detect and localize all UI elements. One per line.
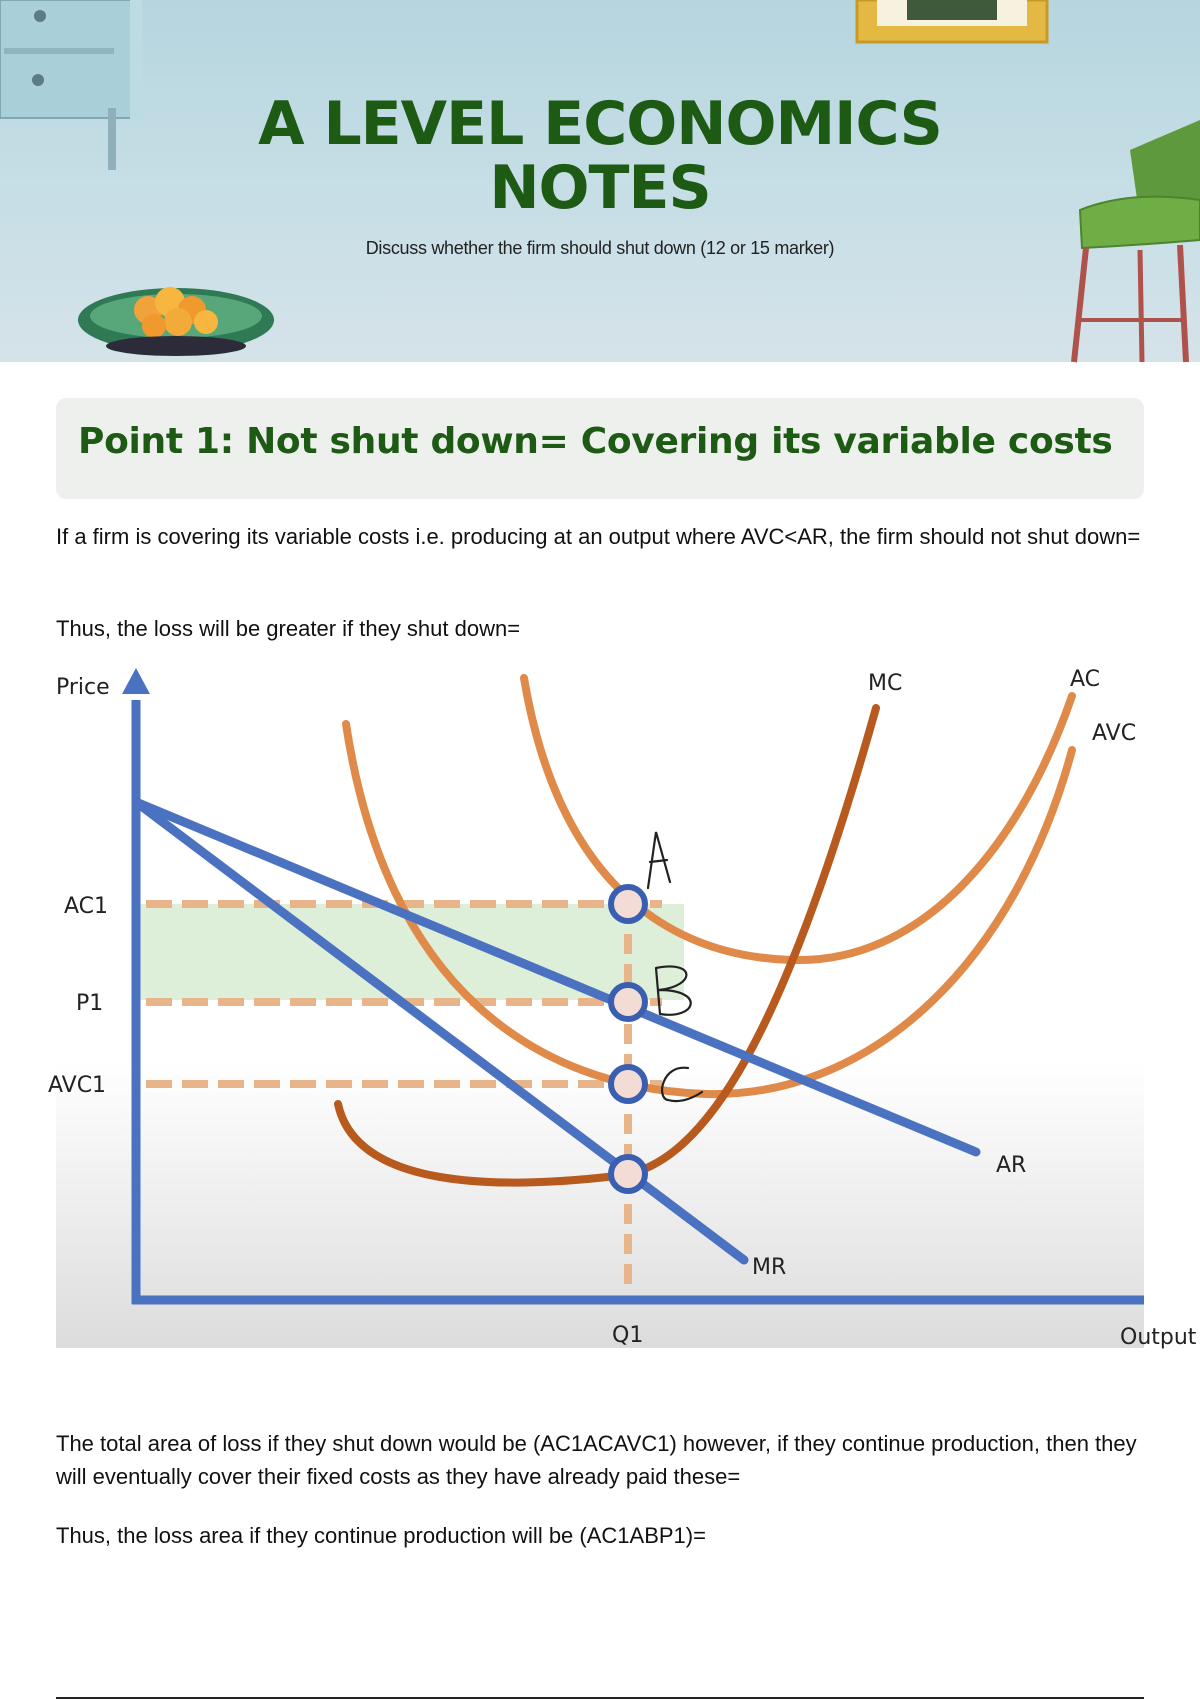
- y-tick-ac1: AC1: [64, 894, 109, 919]
- y-tick-avc1: AVC1: [48, 1073, 107, 1098]
- point-c-marker: [611, 1067, 645, 1101]
- bottom-divider: [56, 1697, 1144, 1699]
- fruit-bowl-illustration: [78, 280, 278, 362]
- cost-revenue-diagram: [48, 667, 1197, 1350]
- point-heading: Point 1: Not shut down= Covering its variable costs: [78, 421, 1113, 462]
- series-label-ar: AR: [996, 1153, 1027, 1178]
- series-label-mc: MC: [868, 671, 903, 696]
- series-label-mr: MR: [752, 1255, 787, 1280]
- y-tick-p1: P1: [76, 991, 104, 1016]
- page-title: [0, 89, 1200, 223]
- paragraph-thus-shutdown: Thus, the loss will be greater if they shut down=: [56, 616, 521, 641]
- page-title-line1: A LEVEL ECONOMICS: [258, 89, 942, 159]
- chart-background: [56, 668, 1144, 1348]
- page-title-line2: NOTES: [489, 153, 711, 223]
- paragraph-total-loss: The total area of loss if they shut down would be (AC1ACAVC1) however, if they continue production, then they will eventually cover their fixed costs as they have already paid these=: [56, 1431, 1137, 1489]
- series-label-avc: AVC: [1092, 721, 1137, 746]
- paragraph-intro: If a firm is covering its variable costs i.e. producing at an output where AVC<AR, the firm should not shut down=: [56, 524, 1141, 549]
- point-b-marker: [611, 985, 645, 1019]
- picture-frame-illustration: [855, 0, 1055, 48]
- x-tick-q1: Q1: [612, 1323, 644, 1348]
- paragraph-continue-loss: Thus, the loss area if they continue production will be (AC1ABP1)=: [56, 1523, 706, 1548]
- y-axis-label: Price: [56, 675, 110, 700]
- mc-mr-marker: [611, 1157, 645, 1191]
- x-axis-label: Output: [1120, 1325, 1197, 1350]
- series-label-ac: AC: [1070, 667, 1101, 692]
- point-heading-box: [56, 398, 1144, 499]
- page-subtitle: Discuss whether the firm should shut down (12 or 15 marker): [365, 238, 835, 258]
- header-banner: [0, 0, 1200, 362]
- point-a-marker: [611, 887, 645, 921]
